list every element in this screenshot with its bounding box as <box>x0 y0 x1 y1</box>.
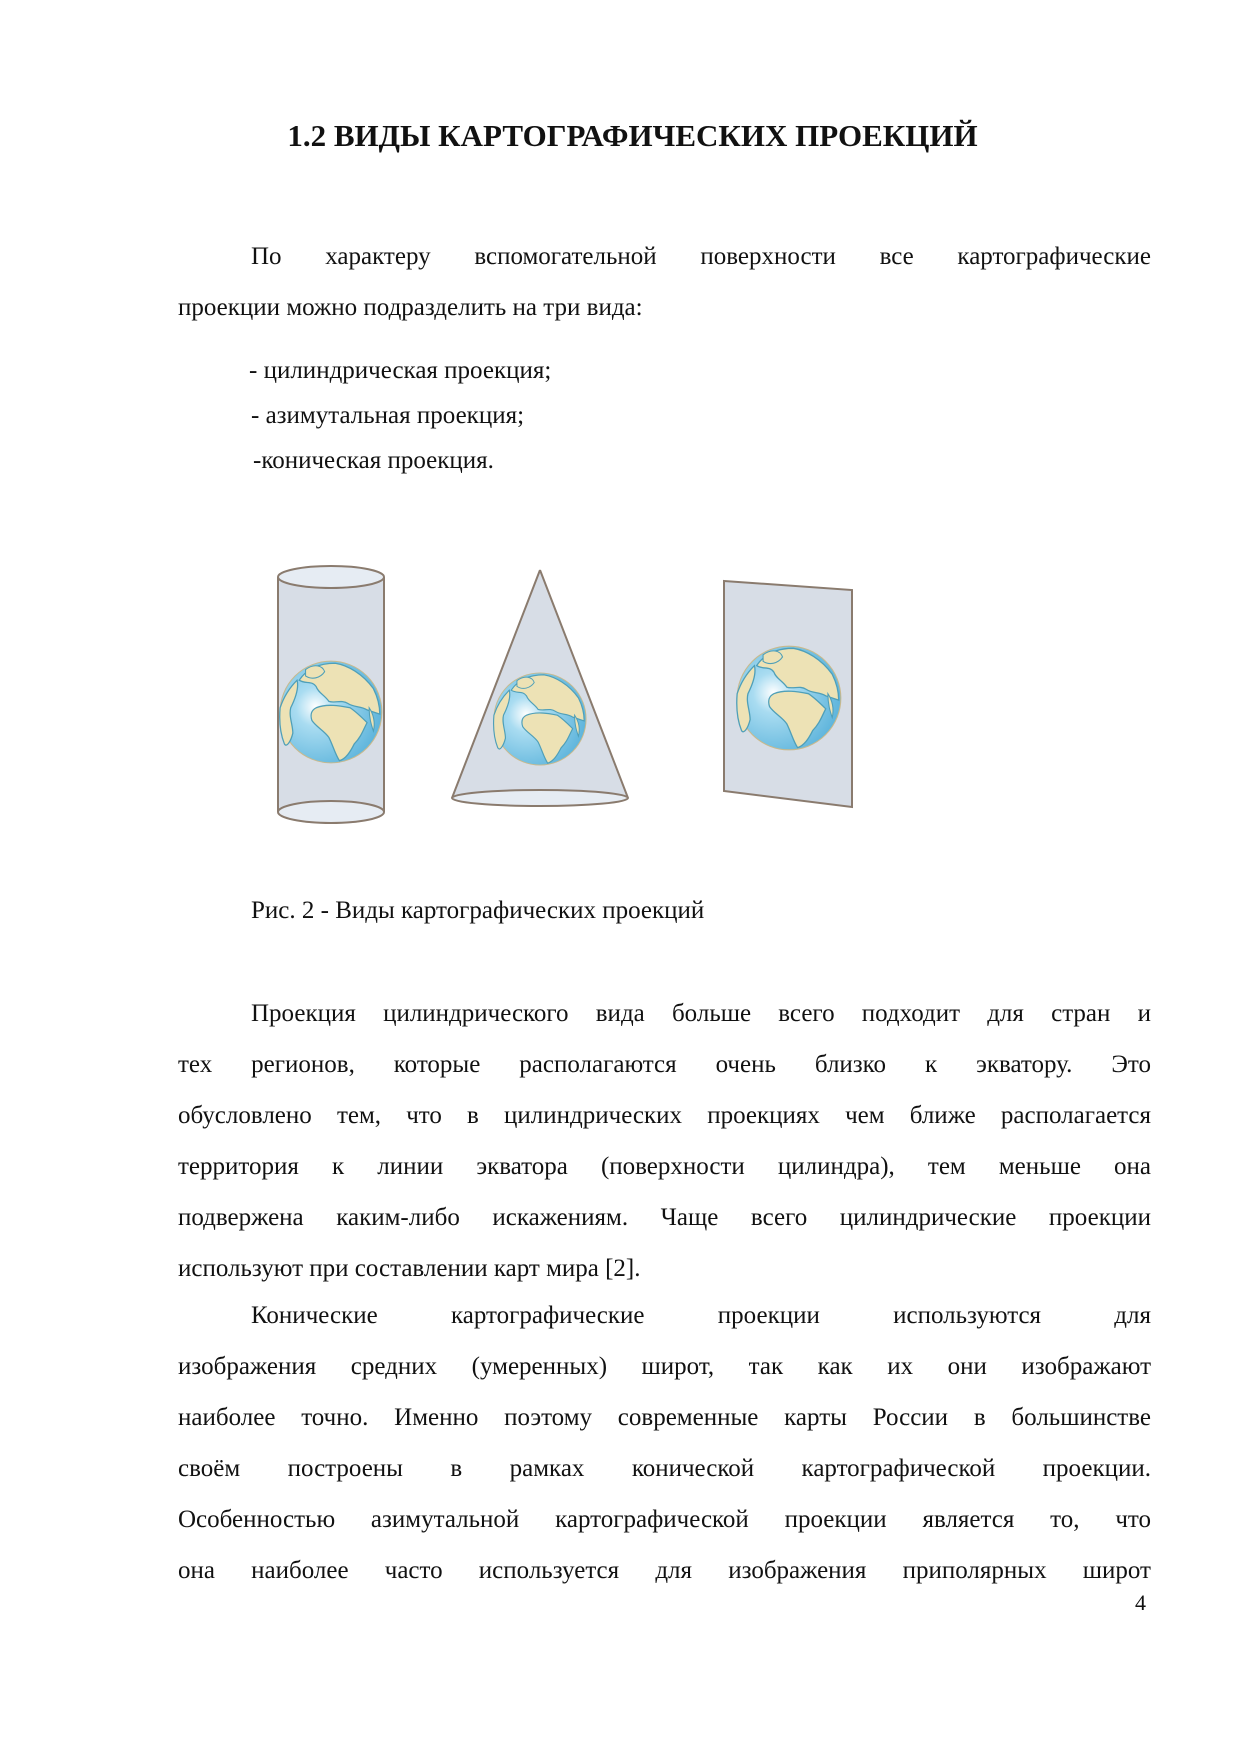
text-line: тех регионов, которые располагаются очень близко к экватору. Это <box>178 1051 1151 1078</box>
text-line: наиболее точно. Именно поэтому современные карты России в большинстве <box>178 1404 1151 1431</box>
text-line: По характеру вспомогательной поверхности все картографические <box>251 243 1151 270</box>
text-line: Конические картографические проекции используются для <box>251 1302 1151 1329</box>
list-item-azimuthal: - азимутальная проекция; <box>251 402 525 429</box>
text-line: используют при составлении карт мира [2]. <box>178 1255 641 1282</box>
figure-caption: Рис. 2 - Виды картографических проекций <box>251 897 705 924</box>
cylinder-projection-icon <box>278 566 384 824</box>
section-heading <box>0 118 1241 154</box>
text-line: Особенностью азимутальной картографической проекции является то, что <box>178 1506 1151 1533</box>
section-heading-text: 1.2 ВИДЫ КАРТОГРАФИЧЕСКИХ ПРОЕКЦИЙ <box>287 118 978 153</box>
text-line: территория к линии экватора (поверхности цилиндра), тем меньше она <box>178 1153 1151 1180</box>
text-line: своём построены в рамках конической картографической проекции. <box>178 1455 1151 1482</box>
plane-projection-icon <box>724 581 852 807</box>
text-line: Проекция цилиндрического вида больше всего подходит для стран и <box>251 1000 1151 1027</box>
projection-figure <box>270 560 910 830</box>
text-line: проекции можно подразделить на три вида: <box>178 294 643 321</box>
text-line: подвержена каким-либо искажениям. Чаще всего цилиндрические проекции <box>178 1204 1151 1231</box>
paragraph-cylindrical <box>178 988 1151 1294</box>
intro-paragraph <box>178 231 1151 333</box>
cone-projection-icon <box>452 570 628 806</box>
list-item-cylindrical: - цилиндрическая проекция; <box>249 357 552 384</box>
list-item-conic: -коническая проекция. <box>253 447 494 474</box>
text-line: она наиболее часто используется для изображения приполярных широт <box>178 1557 1151 1584</box>
text-line: изображения средних (умеренных) широт, так как их они изображают <box>178 1353 1151 1380</box>
text-line: обусловлено тем, что в цилиндрических проекциях чем ближе располагается <box>178 1102 1151 1129</box>
paragraph-conic <box>178 1290 1151 1596</box>
page-number: 4 <box>1135 1590 1146 1615</box>
